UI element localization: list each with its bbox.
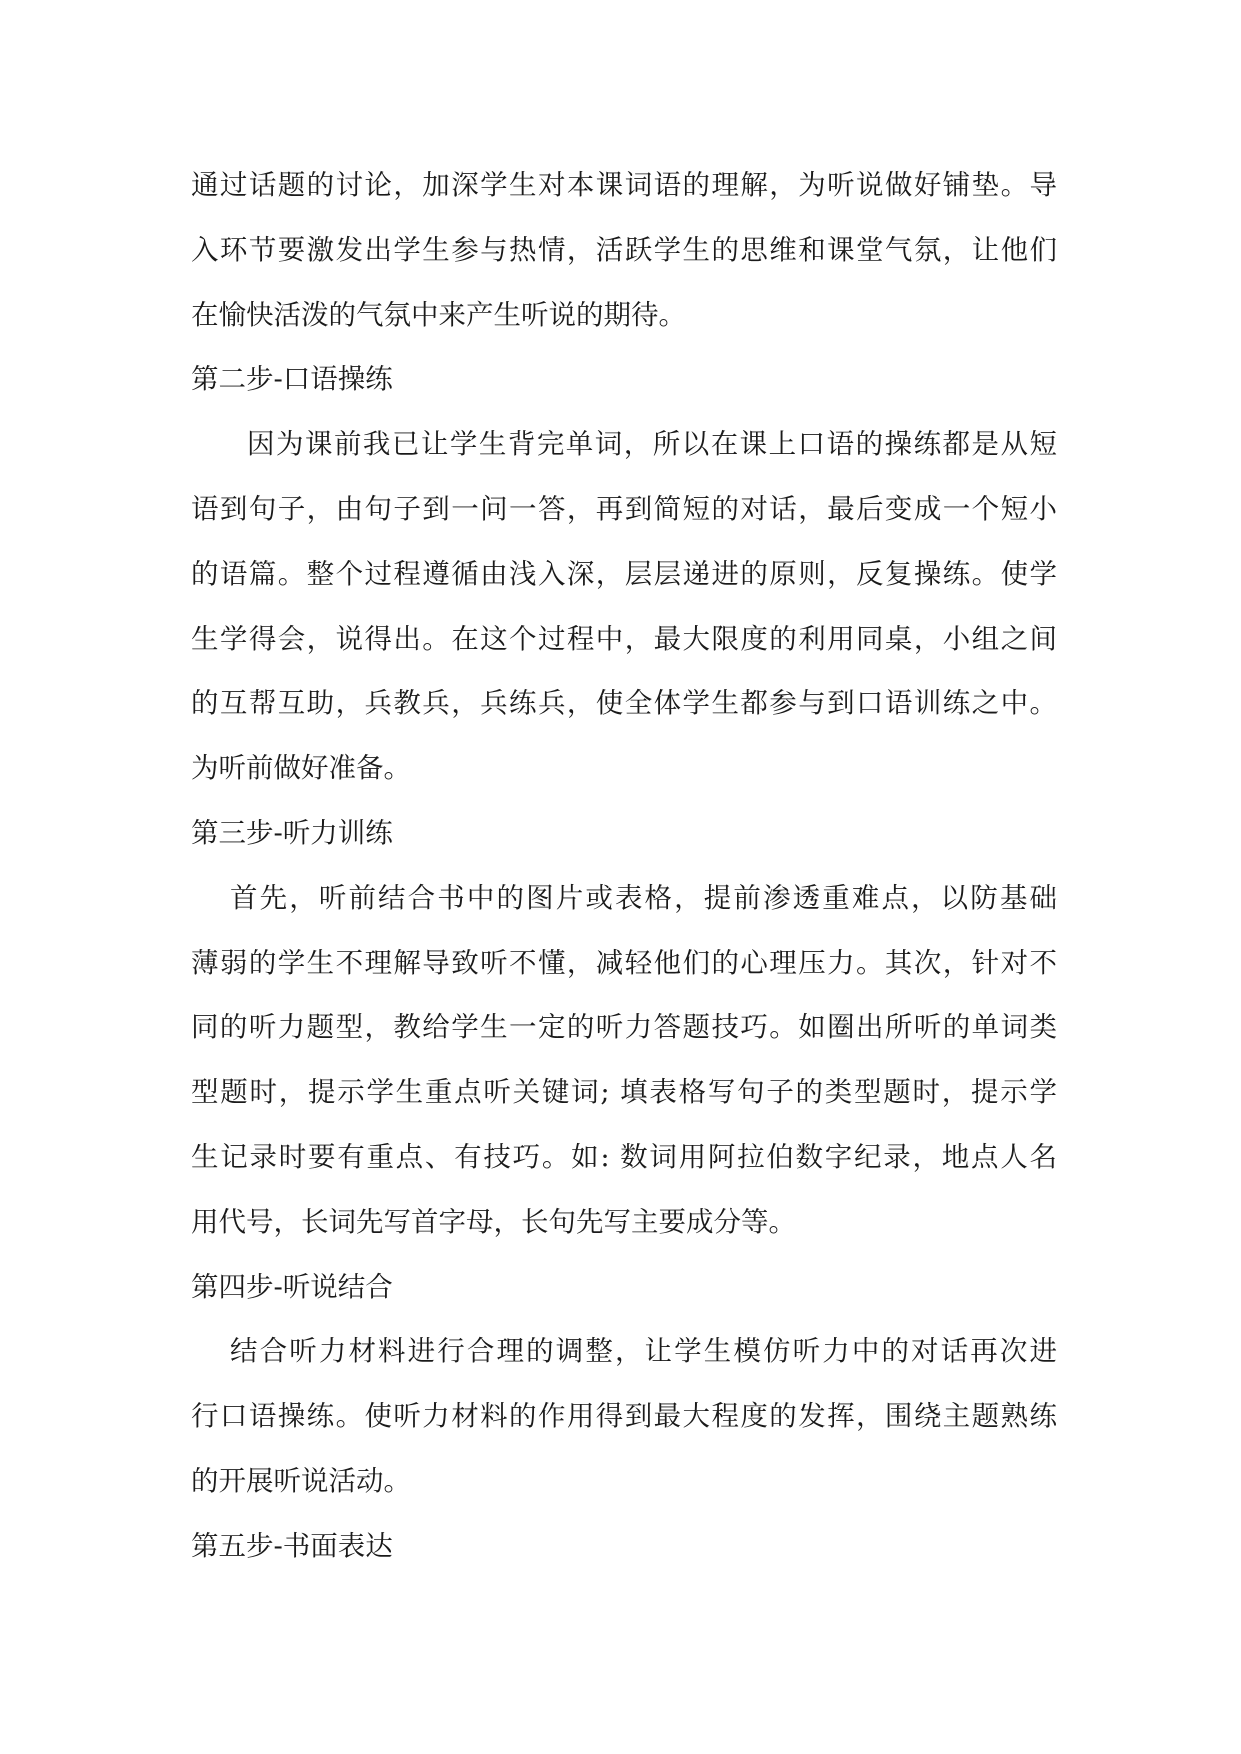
paragraph-line: 同的听力题型，教给学生一定的听力答题技巧。如圈出所听的单词类 xyxy=(191,1011,1057,1044)
paragraph-line: 生记录时要有重点、有技巧。如: 数词用阿拉伯数字纪录，地点人名 xyxy=(191,1140,1057,1173)
paragraph-line: 通过话题的讨论，加深学生对本课词语的理解，为听说做好铺垫。导 xyxy=(191,169,1057,201)
paragraph-line: 语到句子，由句子到一问一答，再到简短的对话，最后变成一个短小 xyxy=(191,492,1057,525)
paragraph-line: 为听前做好准备。 xyxy=(191,752,411,785)
paragraph-line: 的互帮互助，兵教兵，兵练兵，使全体学生都参与到口语训练之中。 xyxy=(191,687,1057,720)
section-heading: 第三步-听力训练 xyxy=(191,816,393,849)
paragraph-line: 的语篇。整个过程遵循由浅入深，层层递进的原则，反复操练。使学 xyxy=(191,557,1057,590)
section-heading: 第二步-口语操练 xyxy=(191,363,393,396)
paragraph-line: 型题时，提示学生重点听关键词; 填表格写句子的类型题时，提示学 xyxy=(191,1076,1057,1109)
paragraph-line: 的开展听说活动。 xyxy=(191,1464,411,1497)
paragraph-line: 结合听力材料进行合理的调整，让学生模仿听力中的对话再次进 xyxy=(230,1335,1057,1368)
paragraph-line: 在愉快活泼的气氛中来产生听说的期待。 xyxy=(191,298,686,331)
paragraph-line: 首先，听前结合书中的图片或表格，提前渗透重难点，以防基础 xyxy=(230,881,1057,914)
paragraph-line: 生学得会，说得出。在这个过程中，最大限度的利用同桌，小组之间 xyxy=(191,622,1057,655)
document-body xyxy=(191,153,1057,1579)
paragraph-line: 入环节要激发出学生参与热情，活跃学生的思维和课堂气氛，让他们 xyxy=(191,233,1057,266)
paragraph-line: 用代号，长词先写首字母，长句先写主要成分等。 xyxy=(191,1205,796,1238)
section-heading: 第五步-书面表达 xyxy=(191,1529,393,1562)
paragraph-line: 薄弱的学生不理解导致听不懂，减轻他们的心理压力。其次，针对不 xyxy=(191,946,1057,979)
section-heading: 第四步-听说结合 xyxy=(191,1270,393,1303)
paragraph-line: 行口语操练。使听力材料的作用得到最大程度的发挥，围绕主题熟练 xyxy=(191,1400,1057,1433)
paragraph-line: 因为课前我已让学生背完单词，所以在课上口语的操练都是从短 xyxy=(247,428,1057,461)
